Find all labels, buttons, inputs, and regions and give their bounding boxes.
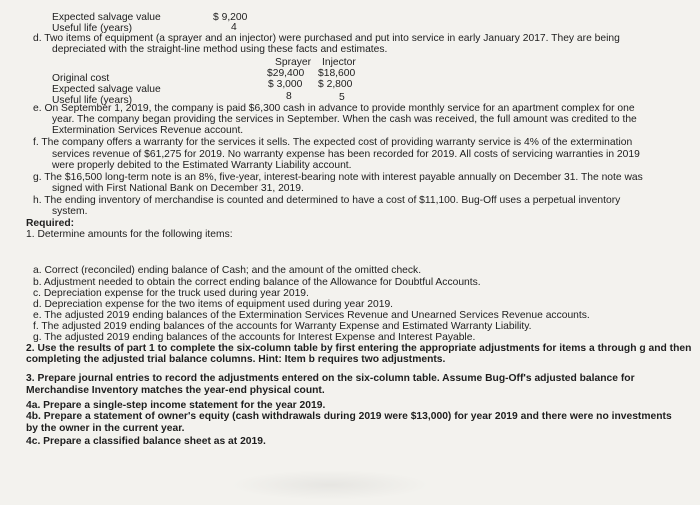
item-h-line: h. The ending inventory of merchandise is counted and determined to have a cost of $11,100. Bug-Off uses a perpetual inventory	[33, 195, 621, 206]
col-injector: Injector	[322, 57, 356, 68]
item-e-line: Extermination Services Revenue account.	[52, 125, 244, 136]
sub-item: c. Depreciation expense for the truck used during year 2019.	[33, 288, 309, 299]
requirement-3-line: 3. Prepare journal entries to record the adjustments entered on the six-column table. Assume Bug-Off's adjusted balance for	[26, 373, 635, 384]
sub-item: b. Adjustment needed to obtain the correct ending balance of the Allowance for Doubtful Accounts.	[33, 277, 481, 288]
item-f-line: f. The company offers a warranty for the services it sells. The expected cost of providing warranty service is 4% of the extermination	[33, 137, 633, 148]
requirement-4a: 4a. Prepare a single-step income statement for the year 2019.	[26, 400, 326, 411]
requirement-4c: 4c. Prepare a classified balance sheet as at 2019.	[26, 436, 266, 447]
item-f-line: were properly debited to the Estimated Warranty Liability account.	[52, 160, 352, 171]
sub-item: a. Correct (reconciled) ending balance of Cash; and the amount of the omitted check.	[33, 265, 422, 276]
requirement-3-line: Merchandise Inventory matches the year-end physical count.	[26, 385, 325, 396]
item-g-line: g. The $16,500 long-term note is an 8%, five-year, interest-bearing note with interest payable annually on December 31. The note was	[33, 172, 643, 183]
equip-row-sprayer: $ 3,000	[268, 79, 303, 90]
item-h-line: system.	[52, 206, 88, 217]
salvage-label: Expected salvage value	[52, 12, 161, 23]
equip-row-label: Useful life (years)	[52, 95, 133, 106]
sub-item: f. The adjusted 2019 ending balances of the accounts for Warranty Expense and Estimated Warranty Liability.	[33, 321, 532, 332]
requirement-2-line: 2. Use the results of part 1 to complete the six-column table by first entering the appropriate adjustments for items a through g and then	[26, 343, 692, 354]
requirement-2-line: completing the adjusted trial balance columns. Hint: Item b requires two adjustments.	[26, 354, 446, 365]
equip-row-injector: 5	[339, 92, 345, 103]
equip-row-sprayer: $29,400	[267, 68, 305, 79]
life-label: Useful life (years)	[52, 23, 133, 34]
item-g-line: signed with First National Bank on December 31, 2019.	[52, 183, 304, 194]
item-e-line: year. The company began providing the services in September. When the cash was received, the full amount was credited to the	[52, 114, 637, 125]
life-value: 4	[231, 22, 237, 33]
equip-row-label: Original cost	[52, 73, 110, 84]
sub-item: e. The adjusted 2019 ending balances of the Extermination Services Revenue and Unearned Services Revenue accounts.	[33, 310, 590, 321]
equip-row-label: Expected salvage value	[52, 84, 161, 95]
equip-row-sprayer: 8	[286, 91, 292, 102]
requirement-1: 1. Determine amounts for the following items:	[26, 229, 233, 240]
item-d-line-1: d. Two items of equipment (a sprayer and an injector) were purchased and put into service in early January 2017. They are being	[33, 33, 620, 44]
equip-row-injector: $18,600	[318, 68, 356, 79]
equip-row-injector: $ 2,800	[318, 79, 353, 90]
required-heading: Required:	[26, 218, 75, 229]
requirement-4b-line: by the owner in the current year.	[26, 423, 185, 434]
item-e-line: e. On September 1, 2019, the company is paid $6,300 cash in advance to provide monthly service for an apartment complex for one	[33, 103, 635, 114]
col-sprayer: Sprayer	[275, 57, 312, 68]
item-f-line: services revenue of $61,275 for 2019. No warranty expense has been recorded for 2019. All costs of servicing warranties in 2019	[52, 149, 640, 160]
sub-item: g. The adjusted 2019 ending balances of the accounts for Interest Expense and Interest Payable.	[33, 332, 476, 343]
sub-item: d. Depreciation expense for the two items of equipment used during year 2019.	[33, 299, 394, 310]
salvage-value: $ 9,200	[213, 12, 248, 23]
paper-shadow	[230, 470, 430, 500]
item-d-line-2: depreciated with the straight-line method using these facts and estimates.	[52, 44, 388, 55]
requirement-4b-line: 4b. Prepare a statement of owner's equity (cash withdrawals during 2019 were $13,000) for year 2019 and there were no investments	[26, 411, 672, 422]
